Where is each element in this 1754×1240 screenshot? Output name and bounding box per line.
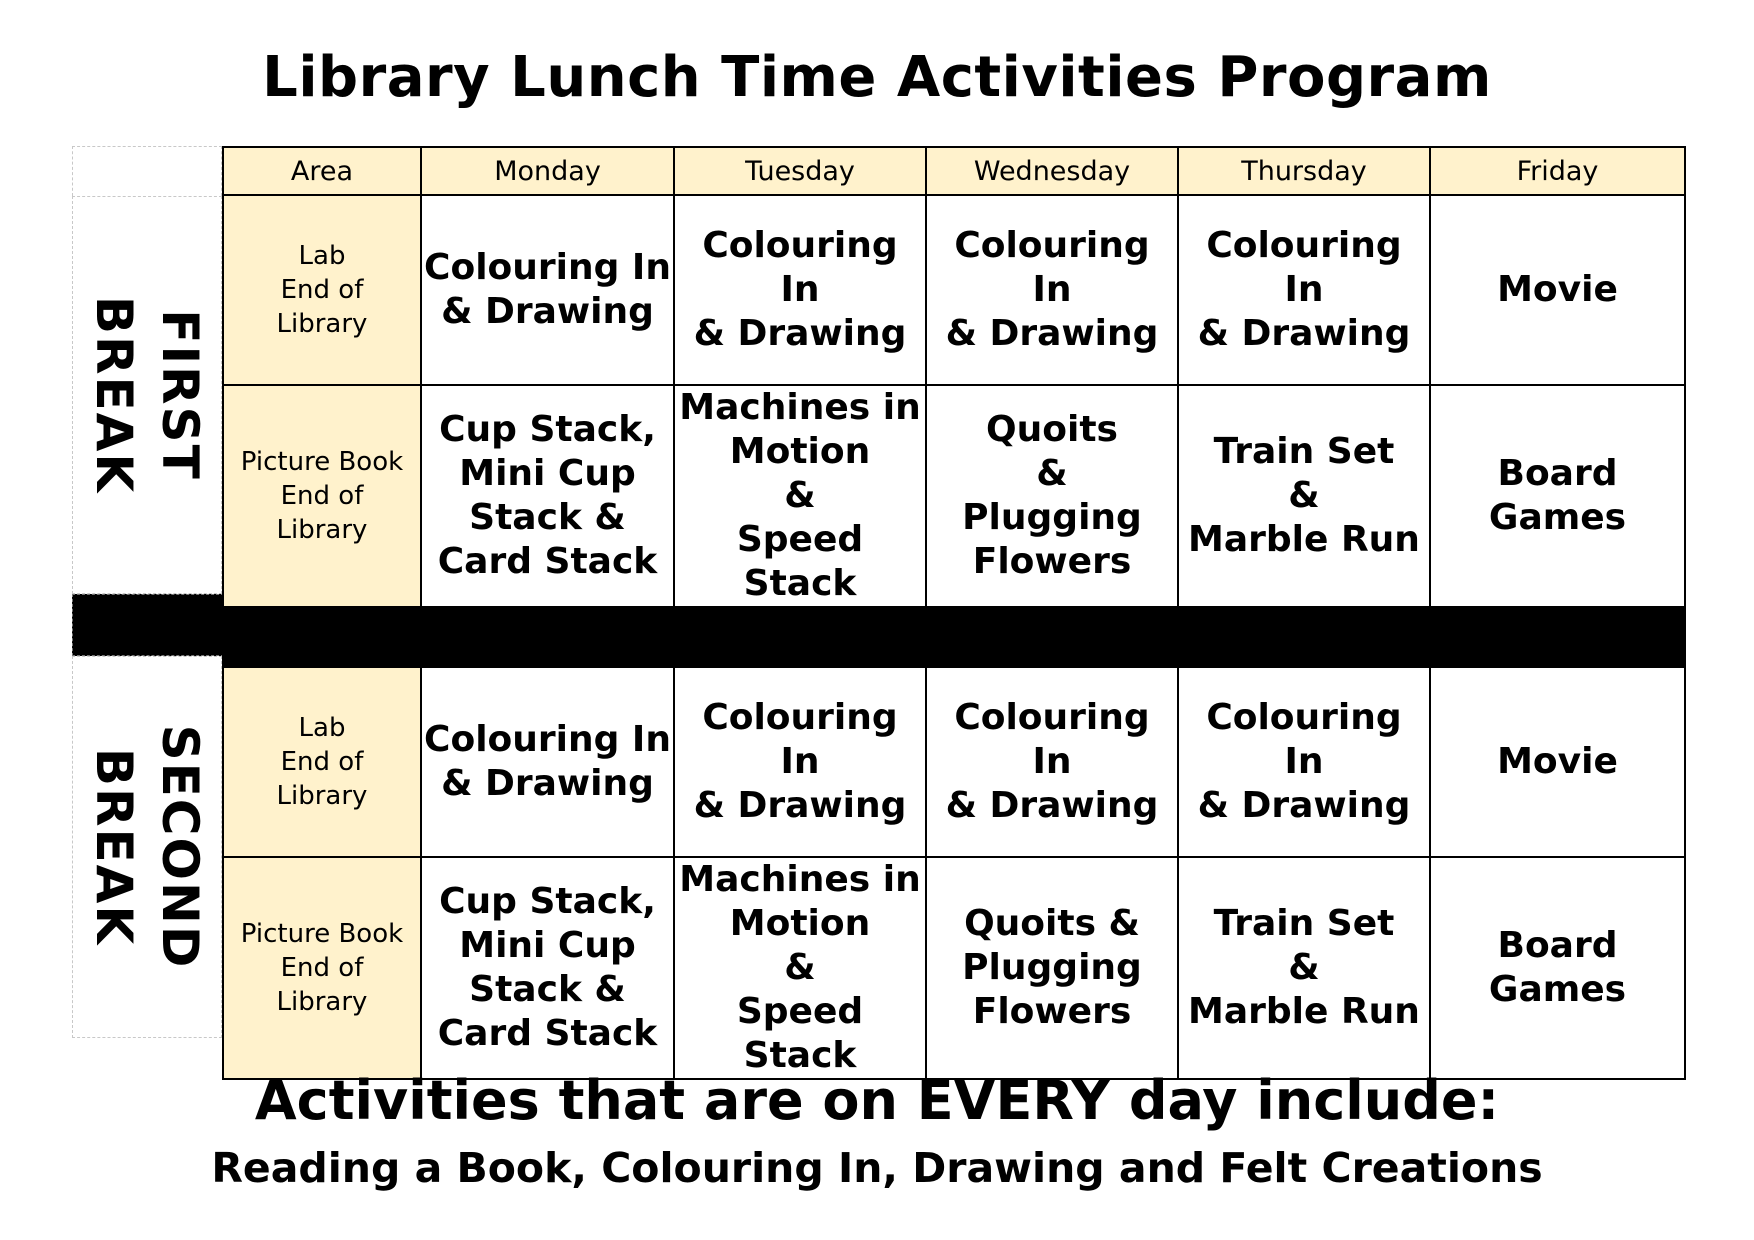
cell-text-line: & bbox=[1288, 475, 1320, 516]
cell-text-line: Motion bbox=[729, 431, 871, 472]
cell-text-line: Machines in bbox=[679, 387, 921, 428]
cell-text-line: Machines in bbox=[679, 859, 921, 900]
activity-cell bbox=[674, 667, 926, 857]
header-day: Friday bbox=[1430, 147, 1685, 195]
cell-text-line: Board bbox=[1497, 453, 1618, 494]
first-break-line: BREAK bbox=[85, 295, 143, 495]
activity-cell bbox=[1430, 857, 1685, 1079]
cell-text-line: Mini Cup bbox=[459, 453, 636, 494]
activity-cell bbox=[1178, 667, 1430, 857]
cell-text-line: Library bbox=[276, 515, 368, 545]
cell-text-line: Lab bbox=[298, 713, 346, 743]
first-break-label bbox=[72, 196, 222, 594]
cell-text-line: Picture Book bbox=[240, 447, 404, 477]
activity-cell bbox=[674, 195, 926, 385]
activities-table bbox=[222, 146, 1686, 1080]
cell-text-line: Colouring In bbox=[1206, 225, 1402, 310]
cell-text-line: Speed Stack bbox=[736, 991, 864, 1076]
table-row bbox=[223, 385, 1685, 607]
activity-cell bbox=[1430, 195, 1685, 385]
activity-cell bbox=[1178, 195, 1430, 385]
second-break-line: SECOND bbox=[151, 724, 209, 970]
area-cell bbox=[223, 857, 421, 1079]
cell-text-line: & bbox=[1288, 947, 1320, 988]
cell-text-line: Speed Stack bbox=[736, 519, 864, 604]
cell-text-line: Games bbox=[1488, 497, 1627, 538]
cell-text-line: & bbox=[784, 475, 816, 516]
cell-text-line: & Drawing bbox=[693, 313, 907, 354]
activity-cell bbox=[674, 385, 926, 607]
activity-cell bbox=[674, 857, 926, 1079]
cell-text-line: Board bbox=[1497, 925, 1618, 966]
activity-cell bbox=[1430, 385, 1685, 607]
cell-text-line: Stack & bbox=[469, 969, 626, 1010]
activity-cell bbox=[926, 195, 1178, 385]
activity-cell bbox=[1178, 385, 1430, 607]
second-break-text bbox=[81, 725, 213, 970]
break-separator-row bbox=[223, 607, 1685, 667]
activity-cell bbox=[926, 385, 1178, 607]
area-cell bbox=[223, 385, 421, 607]
table-row bbox=[223, 857, 1685, 1079]
cell-text-line: Card Stack bbox=[437, 541, 658, 582]
activity-cell bbox=[926, 667, 1178, 857]
cell-text-line: Picture Book bbox=[240, 919, 404, 949]
cell-text-line: Colouring In bbox=[424, 247, 671, 288]
first-break-text bbox=[81, 296, 213, 494]
cell-text-line: Card Stack bbox=[437, 1013, 658, 1054]
cell-text-line: Colouring In bbox=[702, 697, 898, 782]
area-cell bbox=[223, 667, 421, 857]
cell-text-line: Colouring In bbox=[424, 719, 671, 760]
cell-text-line: & Drawing bbox=[693, 785, 907, 826]
corner-blank-cell bbox=[72, 146, 222, 196]
break-separator-left bbox=[72, 594, 224, 656]
cell-text-line: Library bbox=[276, 781, 368, 811]
table-row bbox=[223, 667, 1685, 857]
cell-text-line: & Drawing bbox=[945, 785, 1159, 826]
cell-text-line: End of bbox=[280, 275, 364, 305]
cell-text-line: & Drawing bbox=[1197, 785, 1411, 826]
second-break-label bbox=[72, 656, 222, 1038]
header-day: Wednesday bbox=[926, 147, 1178, 195]
header-day: Monday bbox=[421, 147, 674, 195]
cell-text-line: Marble Run bbox=[1188, 991, 1420, 1032]
cell-text-line: & Drawing bbox=[441, 291, 654, 332]
cell-text-line: Cup Stack, bbox=[439, 409, 656, 450]
first-break-line: FIRST bbox=[151, 309, 209, 481]
second-break-line: BREAK bbox=[85, 747, 143, 947]
cell-text-line: Quoits & bbox=[964, 903, 1140, 944]
header-area: Area bbox=[223, 147, 421, 195]
activity-cell bbox=[421, 385, 674, 607]
cell-text-line: End of bbox=[280, 953, 364, 983]
cell-text-line: & bbox=[1036, 453, 1068, 494]
cell-text-line: Games bbox=[1488, 969, 1627, 1010]
activity-cell bbox=[1178, 857, 1430, 1079]
cell-text-line: Mini Cup bbox=[459, 925, 636, 966]
cell-text-line: End of bbox=[280, 481, 364, 511]
cell-text-line: Colouring In bbox=[1206, 697, 1402, 782]
cell-text-line: & Drawing bbox=[441, 763, 654, 804]
cell-text-line: Marble Run bbox=[1188, 519, 1420, 560]
cell-text-line: Cup Stack, bbox=[439, 881, 656, 922]
cell-text-line: Movie bbox=[1497, 741, 1618, 782]
break-separator bbox=[223, 607, 1685, 667]
cell-text-line: Library bbox=[276, 309, 368, 339]
activity-cell bbox=[421, 195, 674, 385]
footer-subheading: Reading a Book, Colouring In, Drawing and Felt Creations bbox=[211, 1144, 1543, 1192]
table-header-row bbox=[223, 147, 1685, 195]
cell-text-line: Colouring In bbox=[954, 225, 1150, 310]
cell-text-line: Plugging bbox=[962, 947, 1142, 988]
header-day: Tuesday bbox=[674, 147, 926, 195]
cell-text-line: Colouring In bbox=[702, 225, 898, 310]
cell-text-line: & Drawing bbox=[945, 313, 1159, 354]
cell-text-line: Plugging bbox=[962, 497, 1142, 538]
cell-text-line: Stack & bbox=[469, 497, 626, 538]
area-cell bbox=[223, 195, 421, 385]
cell-text-line: Movie bbox=[1497, 269, 1618, 310]
cell-text-line: Motion bbox=[729, 903, 871, 944]
cell-text-line: Train Set bbox=[1213, 431, 1395, 472]
activity-cell bbox=[1430, 667, 1685, 857]
page-title: Library Lunch Time Activities Program bbox=[262, 45, 1492, 110]
cell-text-line: & bbox=[784, 947, 816, 988]
activity-cell bbox=[926, 857, 1178, 1079]
footer-heading: Activities that are on EVERY day include: bbox=[254, 1069, 1500, 1132]
cell-text-line: Train Set bbox=[1213, 903, 1395, 944]
cell-text-line: Flowers bbox=[972, 991, 1132, 1032]
cell-text-line: Lab bbox=[298, 241, 346, 271]
cell-text-line: End of bbox=[280, 747, 364, 777]
cell-text-line: Quoits bbox=[986, 409, 1118, 450]
activity-cell bbox=[421, 857, 674, 1079]
cell-text-line: & Drawing bbox=[1197, 313, 1411, 354]
header-day: Thursday bbox=[1178, 147, 1430, 195]
table-row bbox=[223, 195, 1685, 385]
cell-text-line: Library bbox=[276, 987, 368, 1017]
activity-cell bbox=[421, 667, 674, 857]
cell-text-line: Flowers bbox=[972, 541, 1132, 582]
cell-text-line: Colouring In bbox=[954, 697, 1150, 782]
